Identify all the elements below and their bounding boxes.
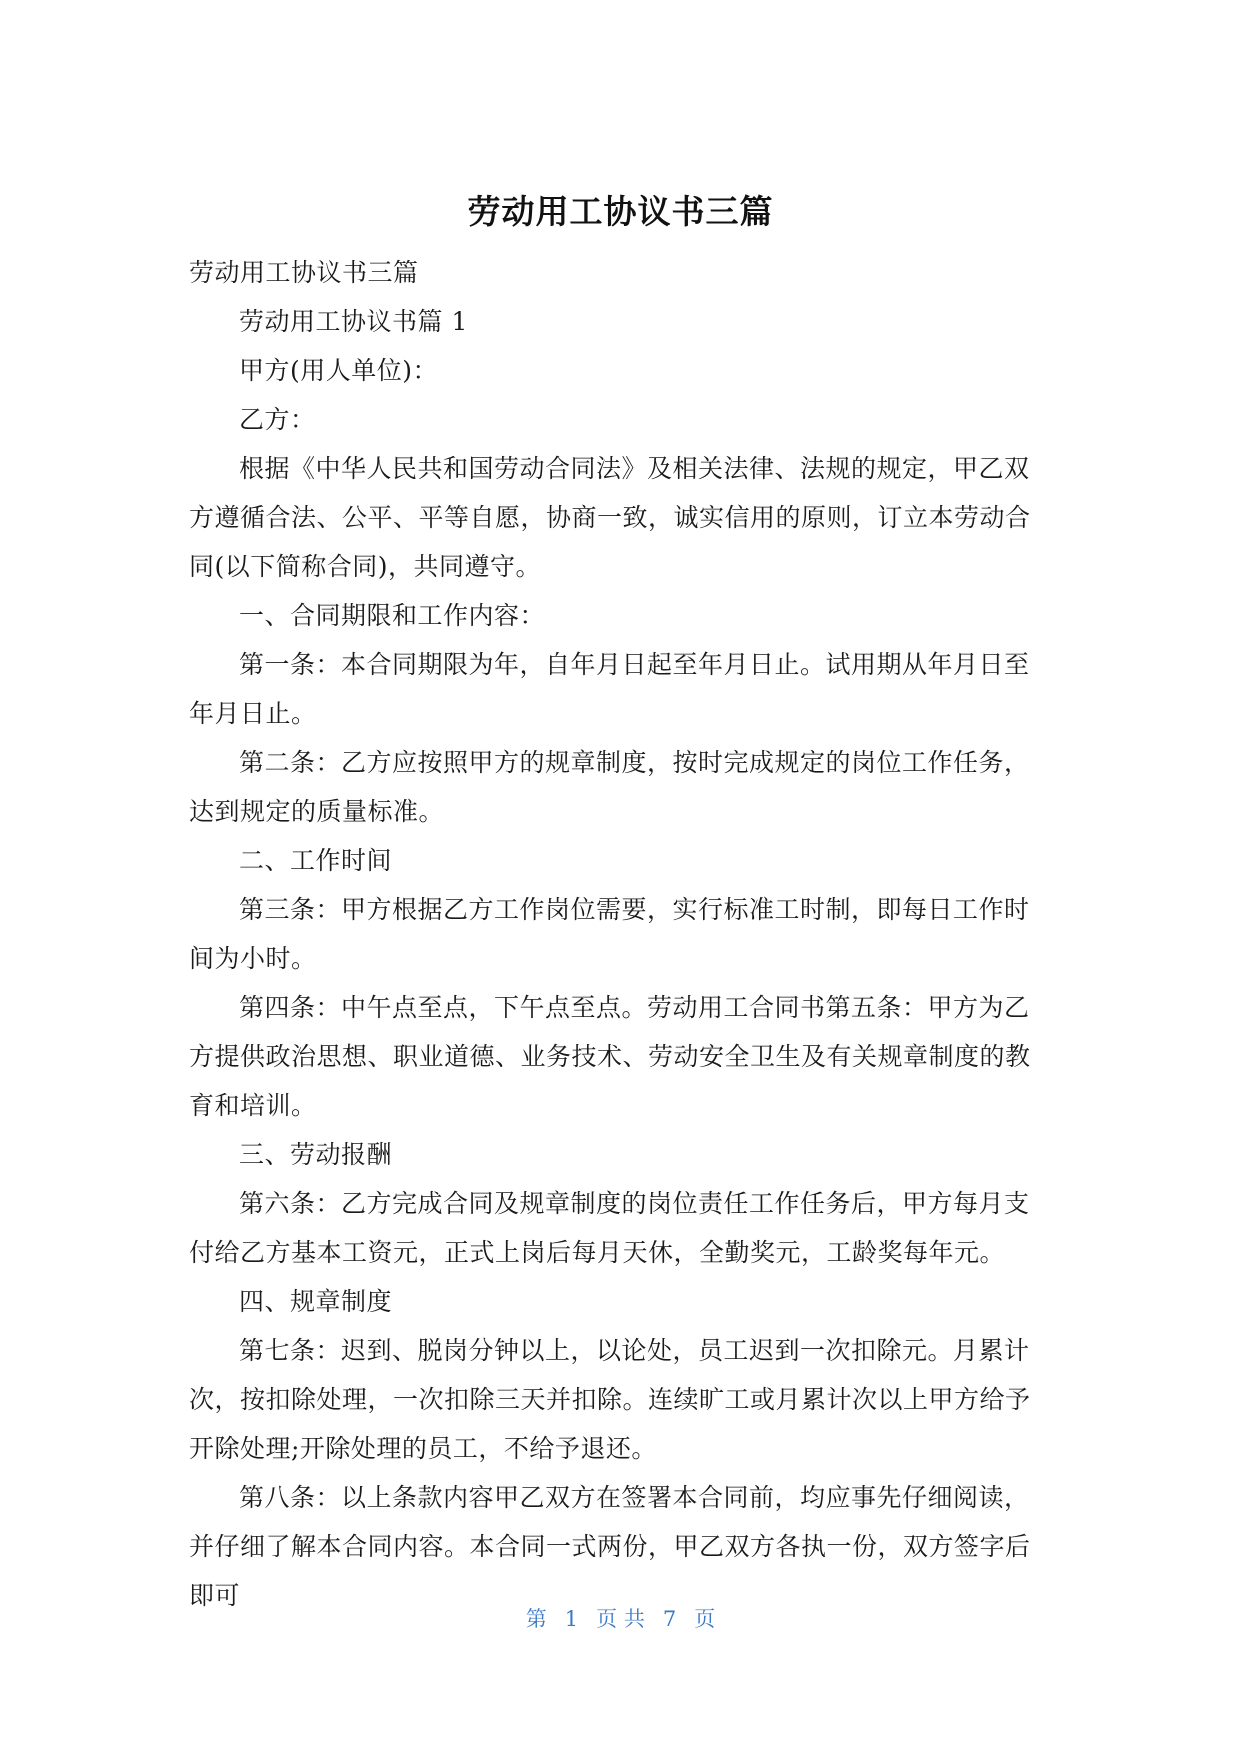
footer-mid-label: 页 共 — [596, 1607, 645, 1631]
paragraph-heading-4: 四、规章制度 — [239, 1287, 393, 1316]
paragraph-preamble: 根据《中华人民共和国劳动合同法》及相关法律、法规的规定，甲乙双方遵循合法、公平、平等自愿，协商一致，诚实信用的原则，订立本劳动合同(以下简称合同)，共同遵守。 — [189, 454, 1031, 581]
paragraph-article-1: 第一条：本合同期限为年，自年月日起至年月日止。试用期从年月日至年月日止。 — [189, 650, 1030, 728]
paragraph-article-3: 第三条：甲方根据乙方工作岗位需要，实行标准工时制，即每日工作时间为小时。 — [189, 895, 1030, 973]
paragraph-party-a: 甲方(用人单位)： — [239, 356, 439, 385]
paragraph-party-b: 乙方： — [239, 405, 316, 434]
paragraph-article-6: 第六条：乙方完成合同及规章制度的岗位责任工作任务后，甲方每月支付给乙方基本工资元，正式上岗后每月天休，全勤奖元，工龄奖每年元。 — [189, 1189, 1030, 1267]
document-body — [189, 248, 1051, 1620]
paragraph-article-2: 第二条：乙方应按照甲方的规章制度，按时完成规定的岗位工作任务，达到规定的质量标准。 — [189, 748, 1030, 826]
footer-total-pages: 7 — [662, 1607, 677, 1631]
paragraph-section-heading: 劳动用工协议书篇 1 — [239, 307, 468, 336]
paragraph-subtitle: 劳动用工协议书三篇 — [189, 258, 419, 287]
paragraph-article-4: 第四条：中午点至点，下午点至点。劳动用工合同书第五条：甲方为乙方提供政治思想、职业道德、业务技术、劳动安全卫生及有关规章制度的教育和培训。 — [189, 993, 1031, 1120]
paragraph-heading-1: 一、合同期限和工作内容： — [239, 601, 546, 630]
footer-current-page: 1 — [564, 1607, 579, 1631]
paragraph-heading-2: 二、工作时间 — [239, 846, 393, 875]
paragraph-article-7: 第七条：迟到、脱岗分钟以上，以论处，员工迟到一次扣除元。月累计次，按扣除处理，一次扣除三天并扣除。连续旷工或月累计次以上甲方给予开除处理;开除处理的员工，不给予退还。 — [189, 1336, 1031, 1463]
page-footer — [0, 1604, 1241, 1634]
document-title: 劳动用工协议书三篇 — [467, 192, 774, 231]
paragraph-heading-3: 三、劳动报酬 — [239, 1140, 393, 1169]
footer-prefix: 第 — [525, 1607, 547, 1631]
footer-suffix: 页 — [694, 1607, 716, 1631]
paragraph-article-8: 第八条：以上条款内容甲乙双方在签署本合同前，均应事先仔细阅读，并仔细了解本合同内容。本合同一式两份，甲乙双方各执一份，双方签字后即可 — [189, 1483, 1031, 1610]
